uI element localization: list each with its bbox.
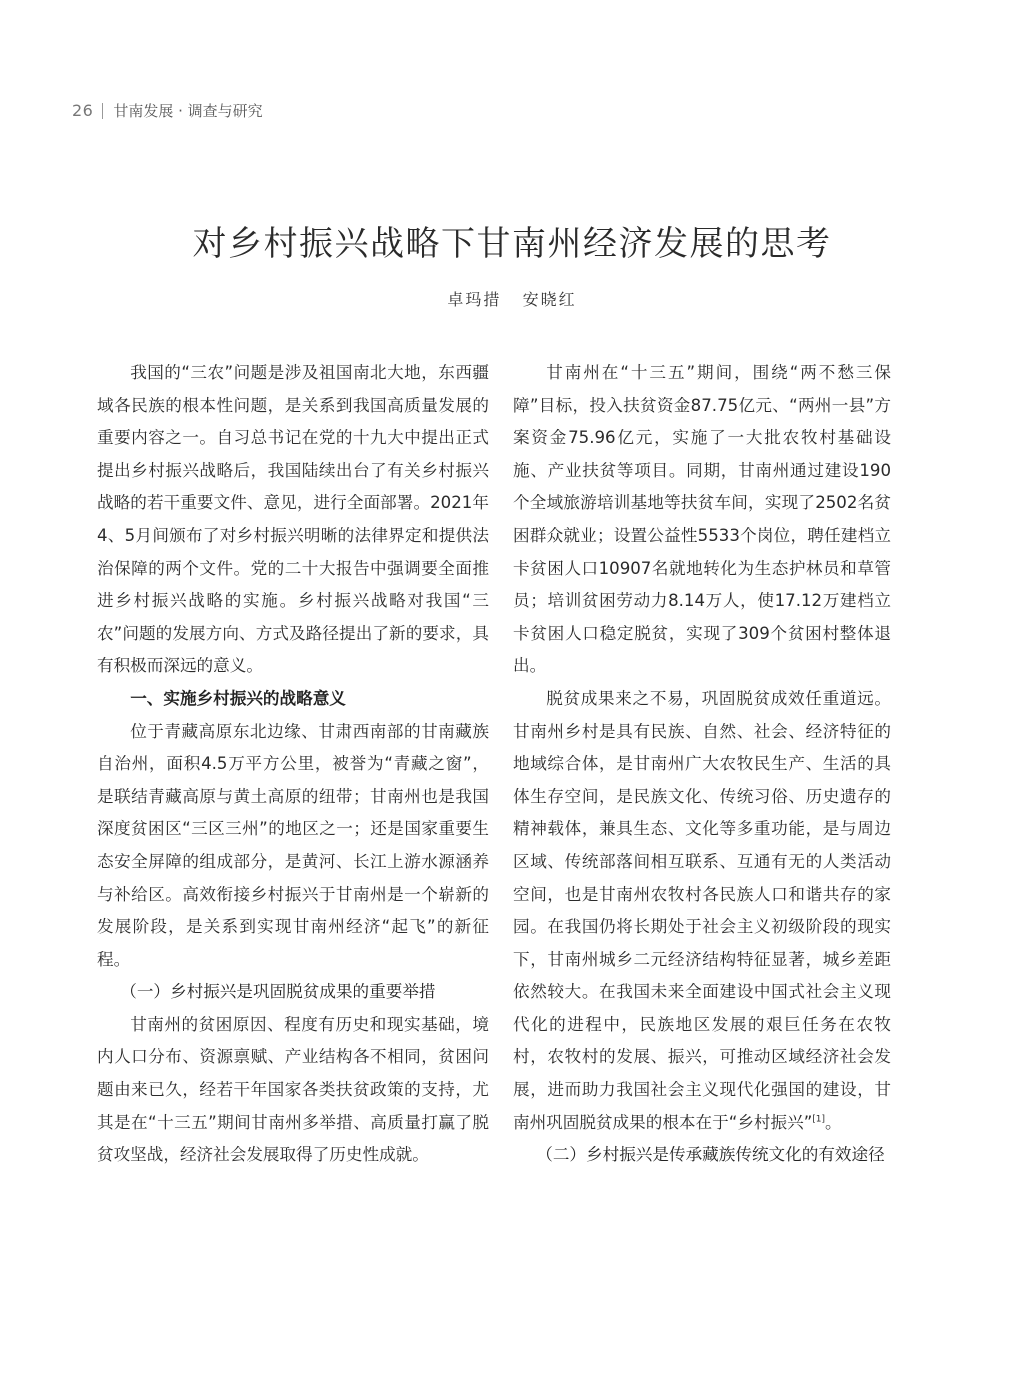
paragraph: 我国的“三农”问题是涉及祖国南北大地，东西疆域各民族的根本性问题，是关系到我国高质量发展的重要内容之一。自习总书记在党的十九大中提出正式提出乡村振兴战略后，我国陆续出台了有关乡村振兴战略的若干重要文件、意见，进行全面部署。2021年4、5月间颁布了对乡村振兴明晰的法律界定和提供法治保障的两个文件。党的二十大报告中强调要全面推进乡村振兴战略的实施。乡村振兴战略对我国“三农”问题的发展方向、方式及路径提出了新的要求，具有积极而深远的意义。: [97, 363, 489, 676]
page-number: 26: [72, 101, 94, 120]
journal-section: 甘南发展 · 调查与研究: [113, 102, 263, 120]
right-column: [513, 357, 891, 1172]
article-authors: 卓玛措 安晓红: [447, 290, 577, 309]
paragraph: [513, 683, 891, 1139]
section-heading: 一、实施乡村振兴的战略意义: [130, 688, 346, 708]
subsection-heading: （一）乡村振兴是巩固脱贫成果的重要举措: [120, 982, 436, 1002]
article-title: 对乡村振兴战略下甘南州经济发展的思考: [192, 224, 832, 264]
paragraph: 位于青藏高原东北边缘、甘肃西南部的甘南藏族自治州，面积4.5万平方公里，被誉为“青藏之窗”，是联结青藏高原与黄土高原的纽带；甘南州也是我国深度贫困区“三区三州”的地区之一；还是国家重要生态安全屏障的组成部分，是黄河、长江上游水源涵养与补给区。高效衔接乡村振兴于甘南州是一个崭新的发展阶段，是关系到实现甘南州经济“起飞”的新征程。: [97, 721, 489, 969]
header-divider: [102, 103, 103, 119]
left-column: [97, 357, 489, 1172]
running-head: [72, 100, 263, 121]
paragraph-text: 脱贫成果来之不易，巩固脱贫成效任重道远。甘南州乡村是具有民族、自然、社会、经济特征的地域综合体，是甘南州广大农牧民生产、生活的具体生存空间，是民族文化、传统习俗、历史遗存的精神载体，兼具生态、文化等多重功能，是与周边区域、传统部落间相互联系、互通有无的人类活动空间，也是甘南州农牧村各民族人口和谐共存的家园。在我国仍将长期处于社会主义初级阶段的现实下，甘南州城乡二元经济结构特征显著，城乡差距依然较大。在我国未来全面建设中国式社会主义现代化的进程中，民族地区发展的艰巨任务在农牧村，农牧村的发展、振兴，可推动区域经济社会发展，进而助力我国社会主义现代化强国的建设，甘南州巩固脱贫成果的根本在于“乡村振兴”: [513, 688, 891, 1132]
paragraph: 甘南州的贫困原因、程度有历史和现实基础，境内人口分布、资源禀赋、产业结构各不相同，贫困问题由来已久，经若干年国家各类扶贫政策的支持，尤其是在“十三五”期间甘南州多举措、高质量打赢了脱贫攻坚战，经济社会发展取得了历史性成就。: [97, 1014, 489, 1165]
subsection-heading: （二）乡村振兴是传承藏族传统文化的有效途径: [536, 1145, 885, 1165]
citation-marker: [1]: [812, 1114, 826, 1125]
paragraph-end: 。: [825, 1112, 842, 1132]
paragraph: 甘南州在“十三五”期间，围绕“两不愁三保障”目标，投入扶贫资金87.75亿元、“两州一县”方案资金75.96亿元，实施了一大批农牧村基础设施、产业扶贫等项目。同期，甘南州通过建设190个全域旅游培训基地等扶贫车间，实现了2502名贫困群众就业；设置公益性5533个岗位，聘任建档立卡贫困人口10907名就地转化为生态护林员和草管员；培训贫困劳动力8.14万人，使17.12万建档立卡贫困人口稳定脱贫，实现了309个贫困村整体退出。: [513, 363, 891, 676]
